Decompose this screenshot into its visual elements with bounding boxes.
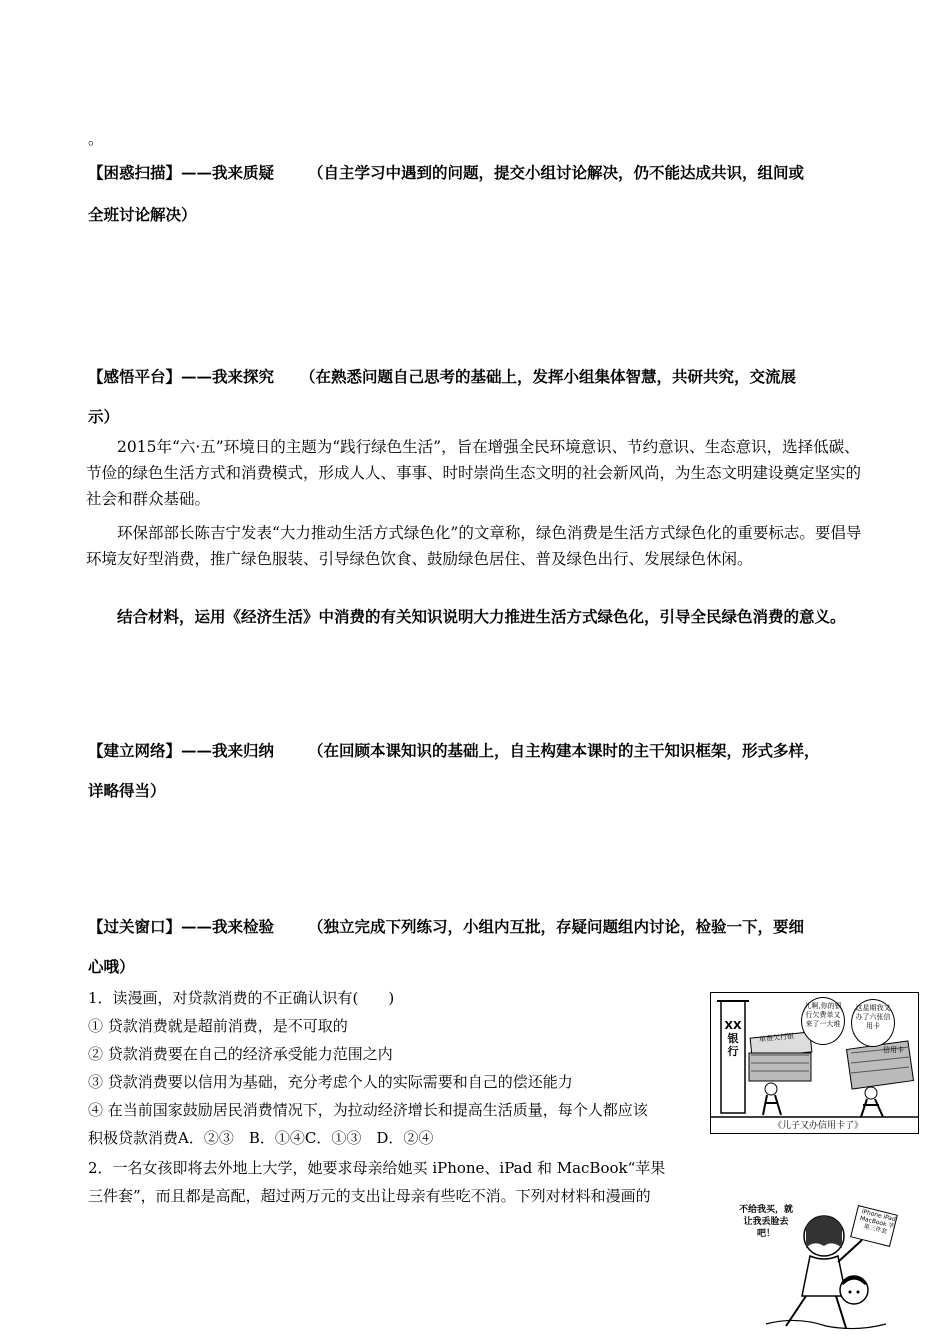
bank-sign: XX银行 bbox=[724, 1019, 742, 1058]
section-confusion bbox=[88, 162, 804, 184]
section-check bbox=[88, 916, 804, 938]
question-1-option-4: ④ 在当前国家鼓励居民消费情况下，为拉动经济增长和提高生活质量，每个人都应该 bbox=[88, 1101, 648, 1119]
question-1-stem: 1．读漫画，对贷款消费的不正确认识有( ) bbox=[88, 989, 395, 1007]
material-paragraph-2: 环保部部长陈吉宁发表“大力推动生活方式绿色化”的文章称，绿色消费是生活方式绿色化的重要标志。要倡导环境友好型消费，推广绿色服装、引导绿色饮食、鼓励绿色居住、普及绿色出行、发展绿色休闲。 bbox=[86, 524, 862, 568]
section-network bbox=[88, 740, 820, 762]
question-2-line-2: 三件套”，而且都是高配，超过两万元的支出让母亲有些吃不消。下列对材料和漫画的 bbox=[88, 1187, 651, 1205]
section-insight-note-cont: 示） bbox=[88, 407, 120, 426]
apple-cartoon bbox=[736, 1196, 906, 1336]
question-1-answers: 积极贷款消费A．②③ B．①④C．①③ D．②④ bbox=[88, 1129, 434, 1147]
girl-speech: 不给我买，就让我丢脸去吧！ bbox=[738, 1205, 793, 1239]
top-mark: 。 bbox=[88, 130, 104, 148]
bag-label-right: 信用卡 bbox=[883, 1046, 904, 1054]
section-check-title: 【过关窗口】——我来检验 bbox=[88, 917, 275, 936]
bag-label-left: 单费欠行银 bbox=[758, 1032, 795, 1044]
question-2-line-1: 2．一名女孩即将去外地上大学，她要求母亲给她买 iPhone、iPad 和 MacBook“苹果 bbox=[88, 1159, 666, 1177]
question-1-option-3: ③ 贷款消费要以信用为基础，充分考虑个人的实际需要和自己的偿还能力 bbox=[88, 1073, 573, 1091]
question-1-option-1: ① 贷款消费就是超前消费，是不可取的 bbox=[88, 1017, 348, 1035]
section-insight-note: （在熟悉问题自己思考的基础上，发挥小组集体智慧，共研共究，交流展 bbox=[300, 367, 797, 386]
section-check-note: （独立完成下列练习，小组内互批，存疑问题组内讨论，检验一下，要细 bbox=[308, 917, 805, 936]
material-paragraph-1: 2015年“六·五”环境日的主题为“践行绿色生活”，旨在增强全民环境意识、节约意识、生态意识，选择低碳、节俭的绿色生活方式和消费模式，形成人人、事事、时时崇尚生态文明的社会新风尚，为生态文明建设奠定坚实的社会和群众基础。 bbox=[86, 438, 862, 508]
section-confusion-note-cont: 全班讨论解决） bbox=[88, 205, 197, 224]
section-network-note-cont: 详略得当） bbox=[88, 781, 166, 800]
credit-card-cartoon bbox=[710, 992, 919, 1134]
section-confusion-title: 【困惑扫描】——我来质疑 bbox=[88, 163, 275, 182]
section-network-note: （在回顾本课知识的基础上，自主构建本课时的主干知识框架，形式多样， bbox=[308, 741, 820, 760]
section-network-title: 【建立网络】——我来归纳 bbox=[88, 741, 275, 760]
speech-bubble-right: 这星期我又办了六张信用卡 bbox=[851, 999, 895, 1047]
speech-bubble-left: 儿啊,你的银行欠费单又来了一大堆 bbox=[801, 997, 845, 1045]
section-insight-title: 【感悟平台】——我来探究 bbox=[88, 367, 275, 386]
section-insight bbox=[88, 366, 796, 388]
insight-question: 结合材料，运用《经济生活》中消费的有关知识说明大力推进生活方式绿色化，引导全民绿色消费的意义。 bbox=[117, 607, 846, 626]
section-confusion-note: （自主学习中遇到的问题，提交小组讨论解决，仍不能达成共识，组间或 bbox=[308, 163, 805, 182]
section-check-note-cont: 心哦） bbox=[88, 957, 135, 976]
cartoon-caption: 《儿子又办信用卡了》 bbox=[773, 1121, 864, 1131]
apple-list-paper: iPhone iPad MacBook 苹果三件套 bbox=[859, 1208, 897, 1236]
question-1-option-2: ② 贷款消费要在自己的经济承受能力范围之内 bbox=[88, 1045, 393, 1063]
